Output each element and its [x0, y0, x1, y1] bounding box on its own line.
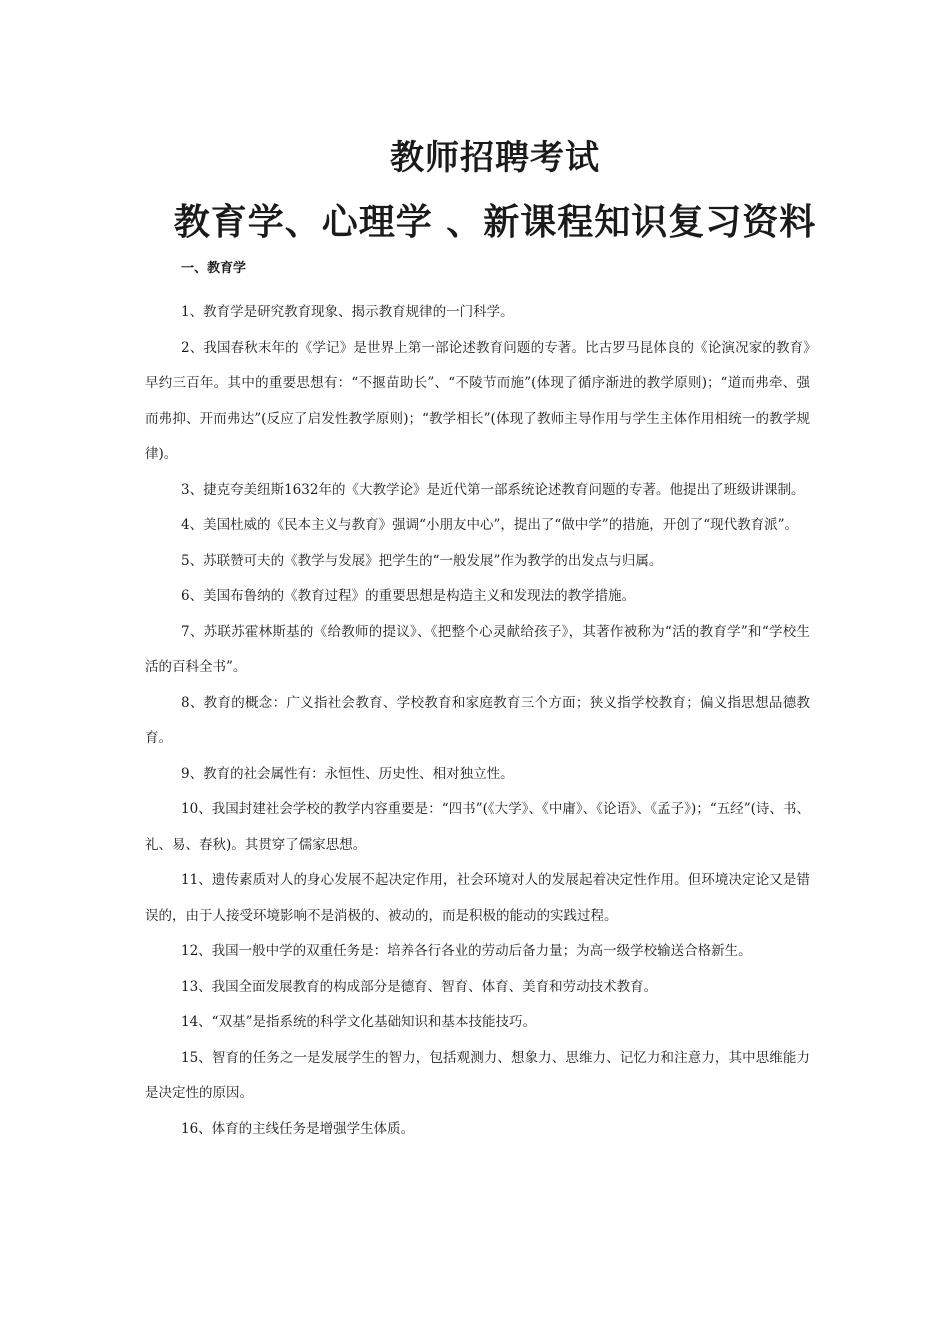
paragraph-10: 10、我国封建社会学校的教学内容重要是：“四书”(《大学》、《中庸》、《论语》、《孟子》)；“五经”(诗、书、礼、易、春秋)。其贯穿了儒家思想。 — [145, 801, 810, 853]
paragraph-2: 2、我国春秋末年的《学记》是世界上第一部论述教育问题的专著。比古罗马昆体良的《论演况家的教育》早约三百年。其中的重要思想有：“不揠苗助长”、“不陵节而施”(体现了循序渐进的教学原则)；“道而弗牵、强而弗抑、开而弗达”(反应了启发性教学原则)；“教学相长”(体现了教师主导作用与学生主体作用相统一的教学规律)。 — [145, 339, 810, 462]
paragraph-14: 14、“双基”是指系统的科学文化基础知识和基本技能技巧。 — [181, 1014, 536, 1030]
document-body — [145, 260, 810, 1147]
section-heading: 一、教育学 — [181, 261, 247, 276]
paragraph-3: 3、捷克夸美纽斯1632年的《大教学论》是近代第一部系统论述教育问题的专著。他提出了班级讲课制。 — [181, 481, 805, 498]
paragraph-16: 16、体育的主线任务是增强学生体质。 — [181, 1120, 415, 1137]
document-subtitle: 教育学、心理学 、新课程知识复习资料 — [173, 201, 817, 243]
paragraph-12: 12、我国一般中学的双重任务是：培养各行各业的劳动后备力量；为高一级学校输送合格新生。 — [181, 943, 752, 959]
paragraph-13: 13、我国全面发展教育的构成部分是德育、智育、体育、美育和劳动技术教育。 — [181, 978, 658, 995]
paragraph-7: 7、苏联苏霍林斯基的《给教师的提议》、《把整个心灵献给孩子》，其著作被称为“活的教育学”和“学校生活的百科全书”。 — [145, 623, 810, 675]
document-title: 教师招聘考试 — [390, 138, 600, 178]
paragraph-9: 9、教育的社会属性有：永恒性、历史性、相对独立性。 — [181, 765, 514, 782]
paragraph-5: 5、苏联赞可夫的《教学与发展》把学生的“一般发展”作为教学的出发点与归属。 — [181, 552, 663, 569]
paragraph-11: 11、遗传素质对人的身心发展不起决定作用，社会环境对人的发展起着决定性作用。但环境决定论又是错误的，由于人接受环境影响不是消极的、被动的，而是积极的能动的实践过程。 — [145, 872, 810, 924]
paragraph-1: 1、教育学是研究教育现象、揭示教育规律的一门科学。 — [181, 304, 514, 320]
paragraph-4: 4、美国杜威的《民本主义与教育》强调“小朋友中心”，提出了“做中学”的措施，开创了“现代教育派”。 — [181, 517, 798, 533]
paragraph-15: 15、智育的任务之一是发展学生的智力，包括观测力、想象力、思维力、记忆力和注意力，其中思维能力是决定性的原因。 — [145, 1049, 810, 1101]
paragraph-8: 8、教育的概念：广义指社会教育、学校教育和家庭教育三个方面；狭义指学校教育；偏义指思想品德教育。 — [145, 694, 810, 746]
paragraph-6: 6、美国布鲁纳的《教育过程》的重要思想是构造主义和发现法的教学措施。 — [181, 588, 636, 604]
